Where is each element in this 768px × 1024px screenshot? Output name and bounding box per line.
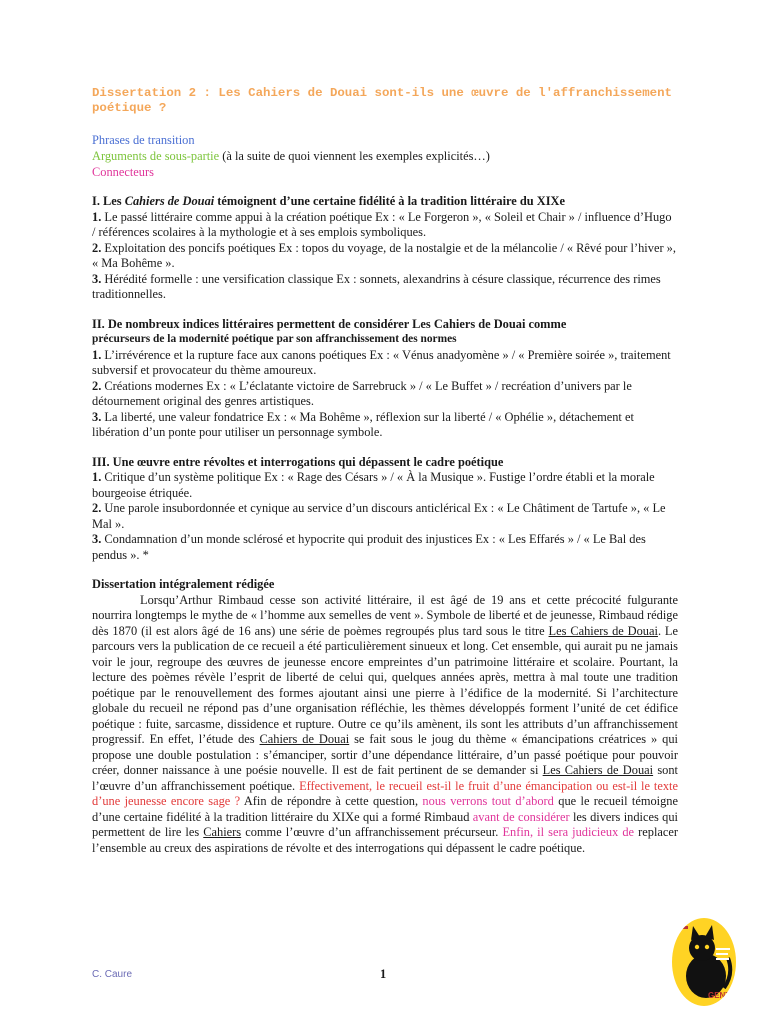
section-3 — [92, 455, 678, 564]
legend-transitions: Phrases de transition — [92, 133, 195, 147]
section-1-item-2: 2. Exploitation des poncifs poétiques Ex : topos du voyage, de la nostalgie et de la mélancolie / « Rêvé pour l’hiver », « Ma Bohême ». — [92, 240, 676, 270]
dissertation-title: Dissertation 2 : Les Cahiers de Douai sont-ils une œuvre de l'affranchissement poétique ? — [92, 86, 672, 115]
page-number: 1 — [380, 967, 387, 981]
legend-connecteurs: Connecteurs — [92, 165, 154, 179]
legend-arguments-line — [92, 148, 678, 164]
section-1-heading: I. Les Cahiers de Douai témoignent d’une certaine fidélité à la tradition littéraire du XIXe — [92, 194, 565, 208]
section-2-heading: II. De nombreux indices littéraires permettent de considérer Les Cahiers de Douai comme — [92, 316, 567, 331]
dissertation-heading: Dissertation intégralement rédigée — [92, 577, 275, 591]
connecteur-3: Enfin, il sera judicieux de — [502, 825, 635, 839]
section-1 — [92, 194, 678, 303]
document-page — [92, 86, 678, 856]
section-2-item-1: 1. L’irrévérence et la rupture face aux canons poétiques Ex : « Vénus anadyomène » / « Première soirée », traitement subversif et provocateur du thème amoureux. — [92, 347, 671, 377]
section-3-heading: III. Une œuvre entre révoltes et interrogations qui dépassent le cadre poétique — [92, 454, 504, 469]
section-3-item-2: 2. Une parole insubordonnée et cynique au service d’un discours anticlérical Ex : « Le Châtiment de Tartufe », « Le Mal ». — [92, 501, 666, 531]
connecteur-2: avant de considérer — [472, 809, 570, 824]
problematique-question: Effectivement, le recueil est-il le fruit d’une émancipation ou est-il le texte d’une jeunesse encore sage ? — [92, 778, 678, 808]
legend-arguments-note: (à la suite de quoi viennent les exemples explicités…) — [222, 149, 490, 163]
section-1-item-1: 1. Le passé littéraire comme appui à la création poétique Ex : « Le Forgeron », « Soleil et Chair » / influence d’Hugo / références scolaires à la mythologie et à ses emplois symboliques. — [92, 209, 672, 239]
legend-arguments: Arguments de sous-partie — [92, 149, 220, 163]
section-3-item-3: 3. Condamnation d’un monde sclérosé et hypocrite qui produit des injustices Ex : « Les Effarés » / « Le Bal des pendus ». * — [92, 532, 646, 562]
footer-author: C. Caure — [92, 969, 133, 980]
section-2-subheading: précurseurs de la modernité poétique par son affranchissement des normes — [92, 333, 457, 345]
connecteur-1: nous verrons tout d’abord — [422, 794, 554, 808]
section-2-item-3: 3. La liberté, une valeur fondatrice Ex : « Ma Bohême », réflexion sur la liberté / « Ophélie », détachement et libération d’un ponte pour utiliser un personnage symbole. — [92, 409, 634, 439]
logo-text: GENT — [708, 991, 731, 1000]
section-2 — [92, 317, 678, 441]
section-2-item-2: 2. Créations modernes Ex : « L’éclatante victoire de Sarrebruck » / « Le Buffet » / recréation d’univers par le détournement original des genres artistiques. — [92, 378, 632, 408]
dissertation-body: Lorsqu’Arthur Rimbaud cesse son activité littéraire, il est âgé de 19 ans et cette précocité fulgurante nourrira longtemps le mythe de « l’homme aux semelles de vent ». Symbole de liberté et de jeunesse, Rimbaud rédige dès 1870 (il est alors âgé de 16 ans) une série de poèmes regroupés plus tard sous le titre Les Cahiers de Douai. Le parcours vers la publication de ce recueil a été particulièrement sinueux et long. Cet ensemble, qui aurait pu ne jamais voir le jour, regroupe des œuvres de jeunesse encore empreintes d’un patrimoine littéraire et scolaire. Pourtant, la lecture des poèmes révèle l’esprit de liberté de celui qui, quelques années après, mettra à mal toute une tradition poétique par le renouvellement des formes ajoutant ainsi une pierre à l’édifice de la modernité. Si l’architecture globale du recueil ne répond pas d’une organisation réfléchie, les thèmes développés forment l’unité de cet édifice poétique : fuite, sarcasme, dissidence et rupture. Outre ce qu’ils amènent, ils sont les attributs d’un affranchissement progressif. En effet, l’étude des Cahiers de Douai se fait sous le joug du thème « émancipations créatrices » qui propose une double postulation : s’émanciper, sortir d’une dépendance littéraire, d’un passé poétique pour pouvoir créer, donner naissance à une poésie nouvelle. Il est de fait pertinent de se demander si Les Cahiers de Douai sont l’œuvre d’un affranchissement poétique. Effectivement, le recueil est-il le fruit d’une émancipation ou est-il le texte d’une jeunesse encore sage ? Afin de répondre à cette question, nous verrons tout d’abord que le recueil témoigne d’une certaine fidélité à la tradition littéraire du XIXe qui a formé Rimbaud avant de considérer les divers indices qui permettent de lire les Cahiers comme l’œuvre d’un affranchissement précurseur. Enfin, il sera judicieux de replacer l’ensemble au creux des aspirations de révolte et des interrogations qui dépassent le cadre poétique. — [92, 592, 679, 855]
section-3-item-1: 1. Critique d’un système politique Ex : « Rage des Césars » / « À la Musique ». Fustige l’ordre établi et la morale bourgeoise étriquée. — [92, 470, 655, 500]
color-legend — [92, 132, 678, 180]
black-cat-poster-icon — [672, 918, 736, 1006]
section-1-item-3: 3. Hérédité formelle : une versification classique Ex : sonnets, alexandrins à césure classique, récurrence des rimes traditionnelles. — [92, 271, 661, 301]
